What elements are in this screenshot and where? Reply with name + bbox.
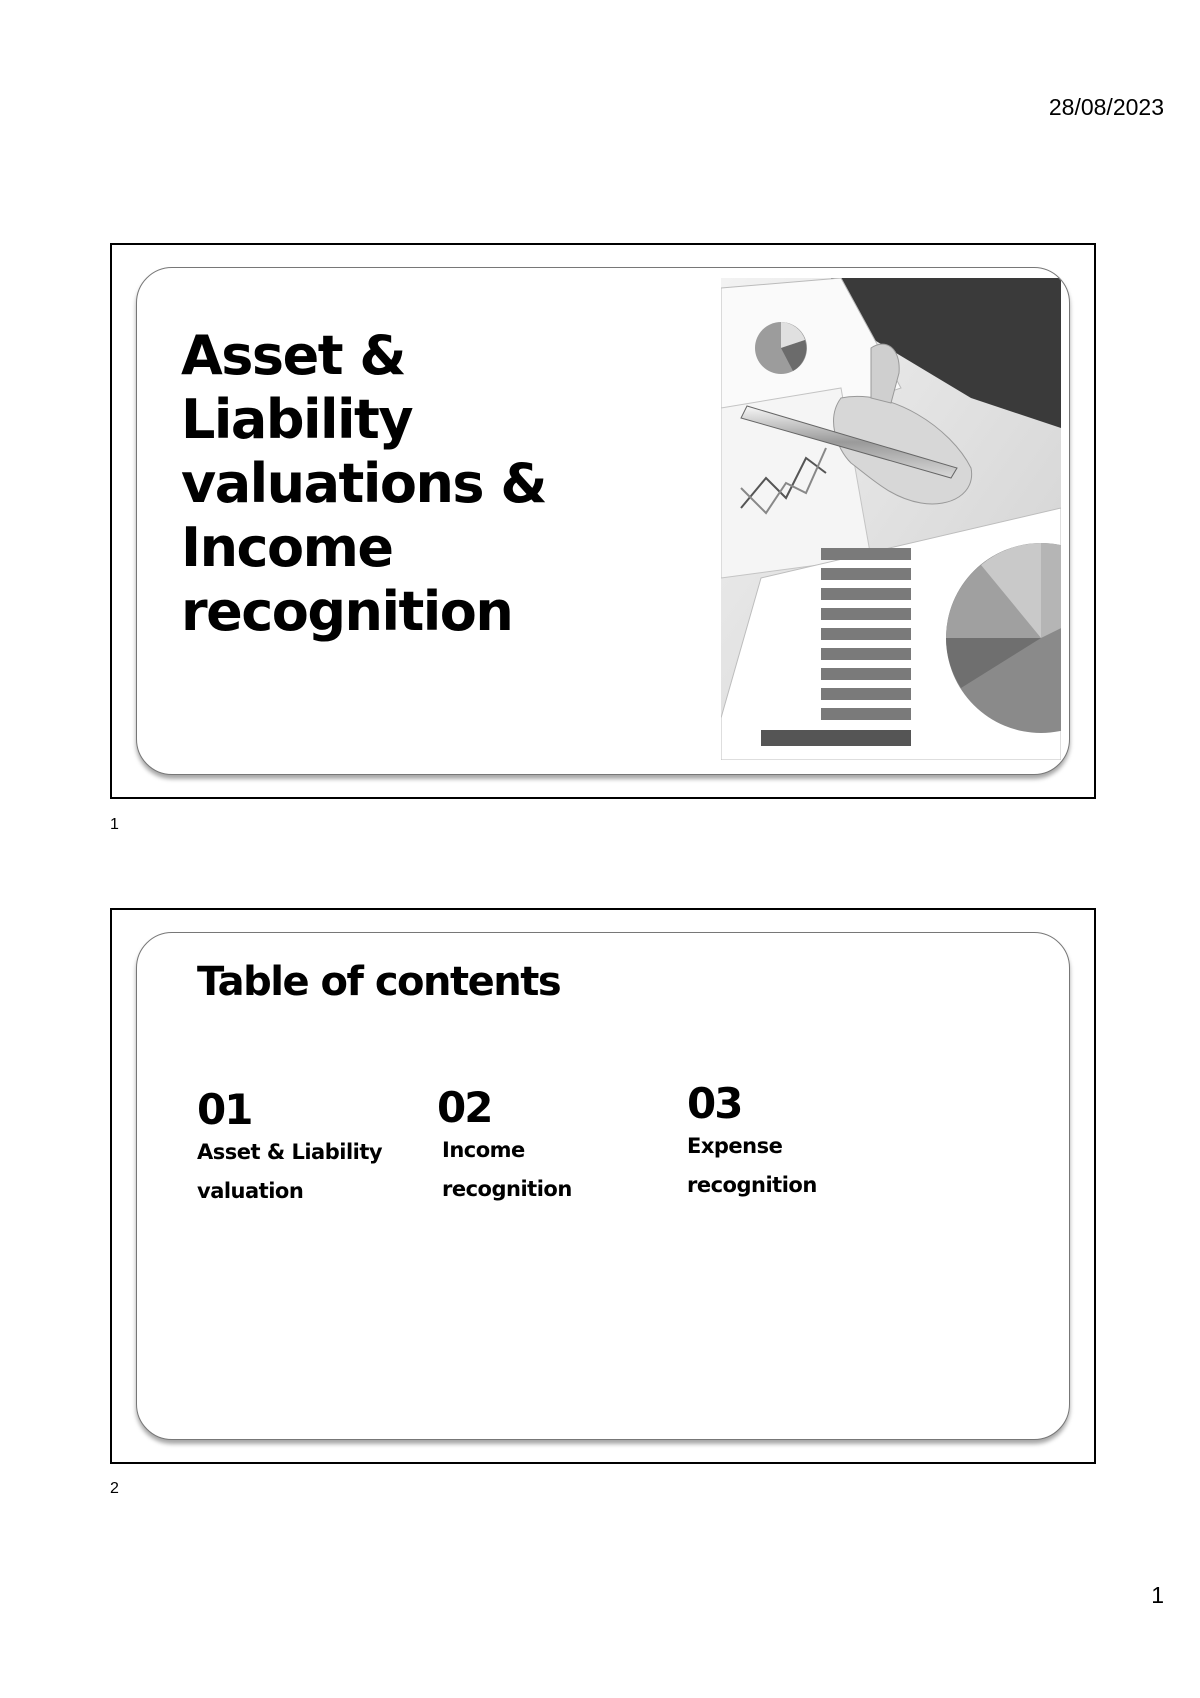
page-date: 28/08/2023: [1048, 94, 1164, 120]
title-line: Asset & Liability: [181, 324, 413, 451]
slide-title: [181, 324, 651, 644]
toc-label-line: Expense: [687, 1134, 783, 1158]
slide-2: [110, 908, 1096, 1464]
toc-label-line: Asset & Liability: [197, 1140, 383, 1164]
title-line: recognition: [181, 580, 513, 643]
toc-number: 03: [687, 1079, 742, 1128]
title-line: Income: [181, 516, 393, 579]
slide-2-card: [136, 932, 1070, 1440]
toc-label-line: recognition: [687, 1173, 817, 1197]
toc-item-03: [687, 1081, 907, 1205]
toc-item-01: [197, 1087, 417, 1211]
page-number: 1: [1151, 1582, 1164, 1608]
business-charts-photo-icon: [721, 278, 1061, 760]
toc-number: 01: [197, 1085, 252, 1134]
toc-label: [442, 1131, 657, 1209]
slide-1: [110, 243, 1096, 799]
toc-label-line: Income: [442, 1138, 525, 1162]
title-line: valuations &: [181, 452, 546, 515]
toc-item-02: [437, 1085, 657, 1209]
toc-label: [687, 1127, 907, 1205]
toc-label: [197, 1133, 417, 1211]
slide-1-card: [136, 267, 1070, 775]
slide-number: 1: [110, 816, 119, 833]
slide-number: 2: [110, 1480, 119, 1497]
toc-title: Table of contents: [197, 959, 561, 1005]
toc-label-line: recognition: [442, 1177, 572, 1201]
toc-number: 02: [437, 1083, 492, 1132]
toc-label-line: valuation: [197, 1179, 304, 1203]
